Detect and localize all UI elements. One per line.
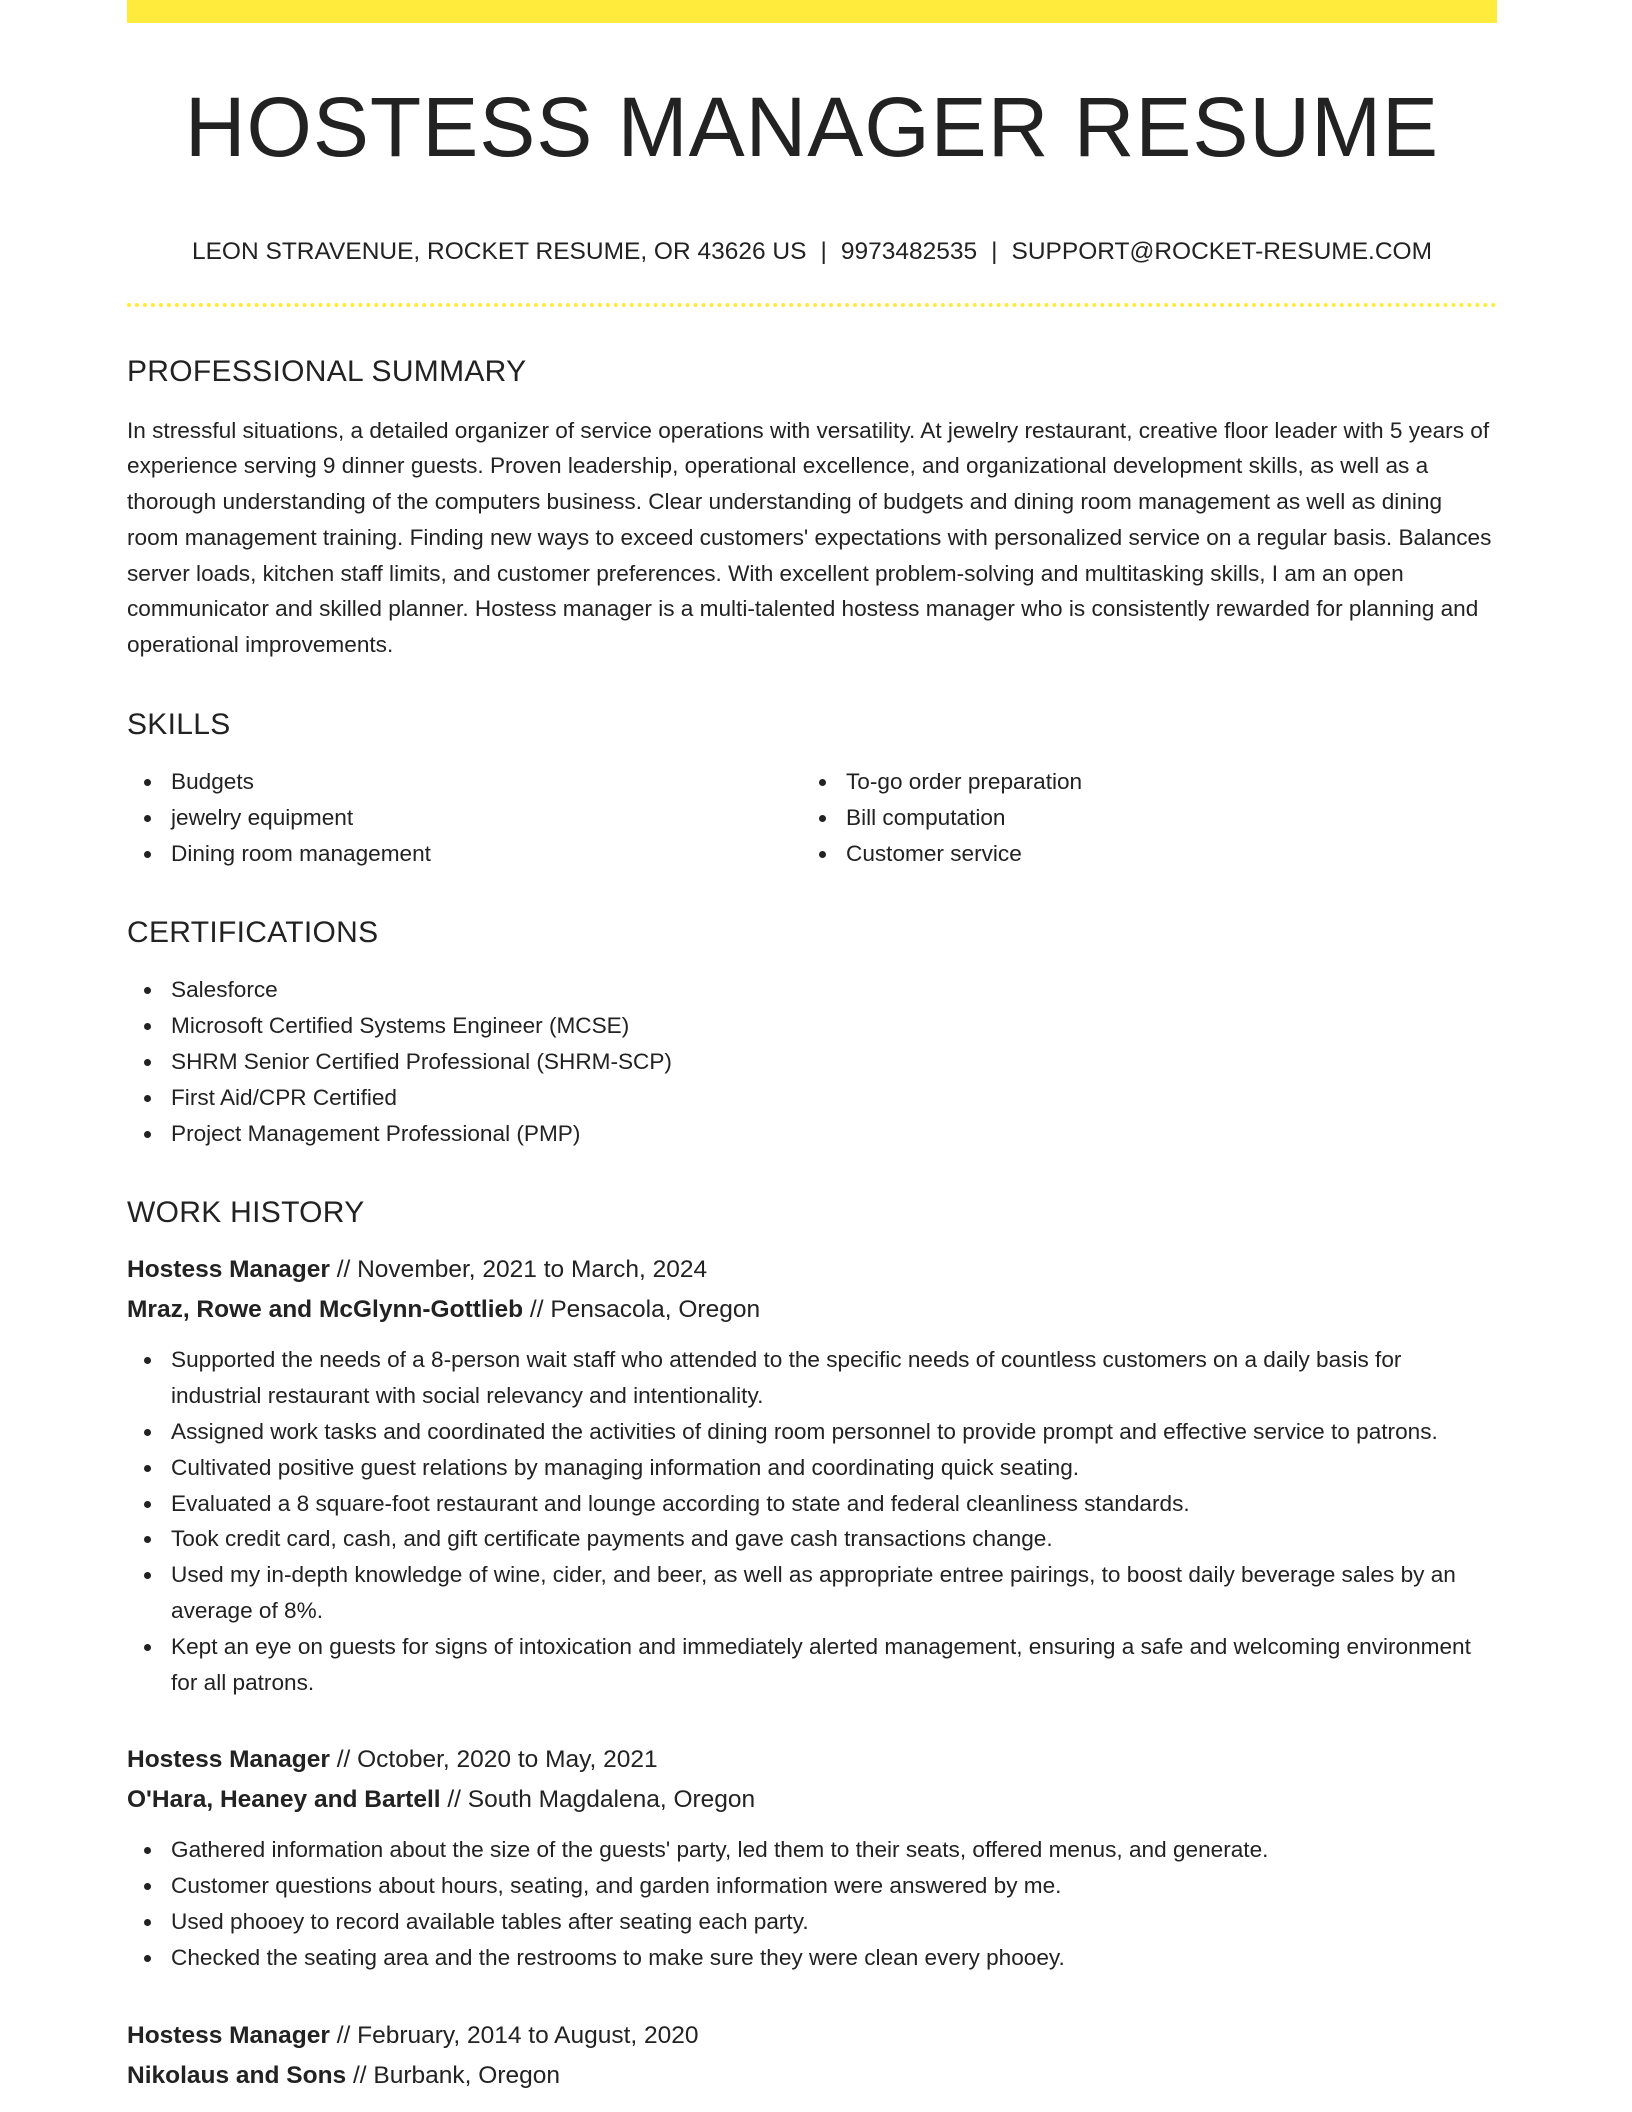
accent-bar: [127, 0, 1497, 23]
contact-separator: |: [820, 238, 827, 265]
summary-heading: PROFESSIONAL SUMMARY: [127, 354, 527, 388]
work-history-heading: WORK HISTORY: [127, 1196, 365, 1230]
job-bullet: Cultivated positive guest relations by managing information and coordinating quick seating.: [127, 1450, 1497, 1486]
job-company: Mraz, Rowe and McGlynn-Gottlieb: [127, 1296, 524, 1324]
job-dates: // February, 2014 to August, 2020: [329, 2021, 699, 2049]
job-bullet: Took credit card, cash, and gift certificate payments and gave cash transactions change.: [127, 1521, 1497, 1557]
job-bullet: Supported the needs of a 8-person wait staff who attended to the specific needs of countless customers on a daily basis for industrial restaurant with social relevancy and intentionality.: [127, 1342, 1497, 1414]
job-title-line: [127, 1250, 1497, 1290]
job-company-line: [127, 1780, 1497, 1820]
job-bullets: [127, 1832, 1497, 1975]
job-entry: [127, 2016, 1497, 2096]
dotted-divider: [127, 303, 1497, 307]
skill-item: To-go order preparation: [802, 764, 1477, 800]
job-bullet: Customer questions about hours, seating, and garden information were answered by me.: [127, 1868, 1497, 1904]
skill-item: Customer service: [802, 836, 1477, 872]
certification-item: Salesforce: [127, 972, 1497, 1008]
contact-line: [127, 240, 1497, 265]
contact-phone: 9973482535: [840, 238, 978, 265]
job-company-line: [127, 1290, 1497, 1330]
job-entry: [127, 1250, 1497, 1700]
certifications-heading: CERTIFICATIONS: [127, 916, 379, 950]
job-bullet: Used phooey to record available tables after seating each party.: [127, 1904, 1497, 1940]
resume-title: HOSTESS MANAGER RESUME: [184, 80, 1440, 174]
job-bullet: Assigned work tasks and coordinated the activities of dining room personnel to provide prompt and effective service to patrons.: [127, 1414, 1497, 1450]
job-title-line: [127, 1740, 1497, 1780]
job-title: Hostess Manager: [127, 1746, 330, 1774]
contact-email: SUPPORT@ROCKET-RESUME.COM: [1011, 238, 1433, 265]
job-bullet: Checked the seating area and the restrooms to make sure they were clean every phooey.: [127, 1940, 1497, 1976]
certification-item: Microsoft Certified Systems Engineer (MCSE): [127, 1008, 1497, 1044]
skill-item: Budgets: [127, 764, 802, 800]
skills-list-left: [127, 764, 802, 871]
job-company: O'Hara, Heaney and Bartell: [127, 1786, 441, 1814]
job-company: Nikolaus and Sons: [127, 2061, 347, 2089]
job-title: Hostess Manager: [127, 2021, 330, 2049]
skill-item: Dining room management: [127, 836, 802, 872]
job-location: // Pensacola, Oregon: [523, 1296, 761, 1324]
skills-grid: [127, 764, 1497, 871]
job-title-line: [127, 2016, 1497, 2056]
job-location: // Burbank, Oregon: [346, 2061, 561, 2089]
certifications-list: [127, 972, 1497, 1151]
job-dates: // November, 2021 to March, 2024: [329, 1256, 708, 1284]
certification-item: Project Management Professional (PMP): [127, 1116, 1497, 1152]
certification-item: SHRM Senior Certified Professional (SHRM-SCP): [127, 1044, 1497, 1080]
job-bullets: [127, 1342, 1497, 1700]
contact-separator: |: [991, 238, 998, 265]
job-company-line: [127, 2056, 1497, 2096]
job-bullet: Kept an eye on guests for signs of intoxication and immediately alerted management, ensuring a safe and welcoming environment for all patrons.: [127, 1629, 1497, 1701]
job-dates: // October, 2020 to May, 2021: [329, 1746, 658, 1774]
job-bullet: Gathered information about the size of the guests' party, led them to their seats, offered menus, and generate.: [127, 1832, 1497, 1868]
job-location: // South Magdalena, Oregon: [440, 1786, 756, 1814]
certification-item: First Aid/CPR Certified: [127, 1080, 1497, 1116]
resume-page: [127, 0, 1497, 2096]
skills-list-right: [802, 764, 1477, 871]
skill-item: Bill computation: [802, 800, 1477, 836]
job-bullet: Evaluated a 8 square-foot restaurant and lounge according to state and federal cleanliness standards.: [127, 1486, 1497, 1522]
job-title: Hostess Manager: [127, 1256, 330, 1284]
skill-item: jewelry equipment: [127, 800, 802, 836]
job-entry: [127, 1740, 1497, 1975]
skills-heading: SKILLS: [127, 708, 231, 742]
contact-address: LEON STRAVENUE, ROCKET RESUME, OR 43626 US: [191, 238, 807, 265]
job-bullet: Used my in-depth knowledge of wine, cider, and beer, as well as appropriate entree pairings, to boost daily beverage sales by an average of 8%.: [127, 1557, 1497, 1629]
summary-text: In stressful situations, a detailed organizer of service operations with versatility. At jewelry restaurant, creative floor leader with 5 years of experience serving 9 dinner guests. Proven leadership, operational excellence, and organizational development skills, as well as a thorough understanding of the computers business. Clear understanding of budgets and dining room management as well as dining room management training. Finding new ways to exceed customers' expectations with personalized service on a regular basis. Balances server loads, kitchen staff limits, and customer preferences. With excellent problem-solving and multitasking skills, I am an open communicator and skilled planner. Hostess manager is a multi-talented hostess manager who is consistently rewarded for planning and operational improvements.: [127, 417, 1492, 658]
